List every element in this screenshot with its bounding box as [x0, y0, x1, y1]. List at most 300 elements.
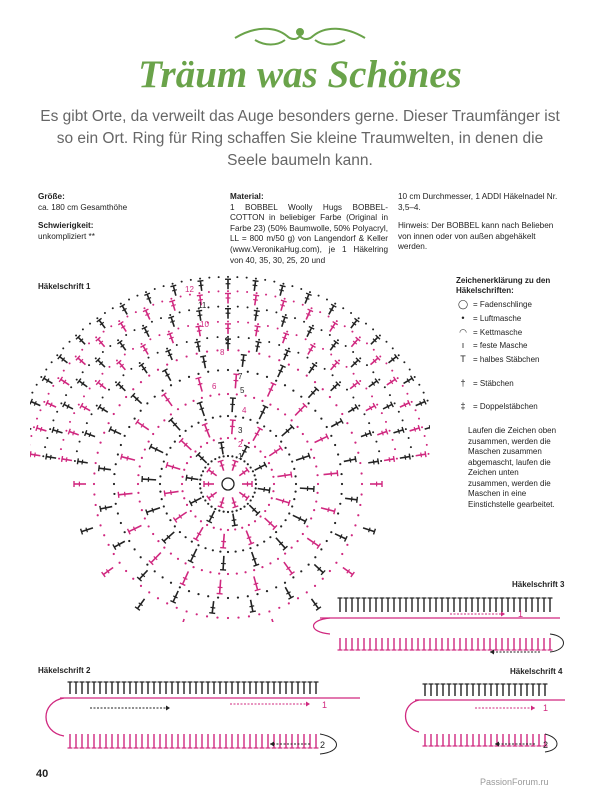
stitch-mark [242, 734, 247, 748]
chain-dot [275, 586, 277, 588]
stitch-mark [169, 300, 175, 310]
chain-dot [197, 593, 199, 595]
stitch-mark [58, 354, 68, 363]
chain-dot [115, 381, 117, 383]
chain-dot [93, 483, 95, 485]
chain-dot [235, 550, 237, 552]
stitch-mark [362, 598, 367, 612]
chain-dot [220, 528, 222, 530]
chain-dot [170, 552, 172, 554]
chain-dot [117, 512, 119, 514]
chain-dot [43, 401, 45, 403]
chain-dot [403, 361, 405, 363]
chain-dot [148, 374, 150, 376]
chain-dot [134, 329, 136, 331]
chain-dot [115, 503, 117, 505]
stitch-mark [368, 458, 378, 464]
chain-dot [181, 281, 183, 283]
stitch-mark [92, 682, 97, 694]
stitch-mark [331, 382, 340, 391]
stitch-mark [260, 734, 265, 748]
stitch-mark [279, 285, 285, 295]
chain-dot [326, 298, 328, 300]
chain-dot [110, 325, 112, 327]
chain-dot [210, 506, 212, 508]
stitch-mark [282, 425, 294, 437]
info-column-middle [230, 192, 388, 266]
stitch-mark [483, 684, 488, 696]
stitch-mark [494, 638, 499, 650]
chain-dot [170, 298, 172, 300]
chain-dot [73, 412, 75, 414]
chain-dot [237, 616, 239, 618]
chart-label-2: Häkelschrift 2 [38, 666, 91, 675]
chain-dot [120, 444, 122, 446]
chain-dot [208, 291, 210, 293]
chain-dot [329, 570, 331, 572]
stitch-mark [225, 309, 231, 319]
stitch-mark [197, 402, 204, 416]
stitch-mark [284, 350, 291, 360]
stitch-mark [206, 682, 211, 694]
stitch-mark [158, 734, 163, 748]
chain-dot [217, 336, 219, 338]
chain-dot [288, 348, 290, 350]
chain-dot [102, 351, 104, 353]
chain-dot [354, 441, 356, 443]
chain-dot [342, 307, 344, 309]
chain-dot [113, 473, 115, 475]
chain-dot [76, 450, 78, 452]
stitch-mark [351, 318, 359, 328]
chain-dot [249, 547, 251, 549]
chain-dot [206, 524, 208, 526]
stitch-mark [410, 638, 415, 650]
chain-dot [312, 325, 314, 327]
chain-dot [426, 444, 428, 446]
chain-dot [197, 544, 199, 546]
chain-dot [113, 483, 115, 485]
chain-dot [326, 426, 328, 428]
stitch-mark [309, 363, 317, 373]
chain-dot [273, 281, 275, 283]
stitch-mark [116, 382, 125, 391]
chain-dot [308, 402, 310, 404]
chain-dot [244, 395, 246, 397]
stitch-mark [218, 460, 225, 470]
stitch-mark [59, 377, 69, 385]
chain-dot [99, 524, 101, 526]
chain-dot [69, 421, 71, 423]
stitch-mark [465, 734, 470, 746]
chain-dot [292, 390, 294, 392]
chain-dot [190, 279, 192, 281]
chain-dot [179, 531, 181, 533]
chain-dot [359, 462, 361, 464]
stitch-mark [76, 335, 85, 344]
chain-dot [52, 419, 54, 421]
chain-dot [227, 369, 229, 371]
chain-dot [297, 352, 299, 354]
chain-dot [253, 569, 255, 571]
chain-dot [291, 419, 293, 421]
chain-dot [316, 492, 318, 494]
chain-dot [148, 525, 150, 527]
chain-dot [268, 355, 270, 357]
chain-dot [95, 380, 97, 382]
stitch-mark [513, 684, 518, 696]
chain-dot [93, 493, 95, 495]
chain-dot [88, 342, 90, 344]
stitch-mark [537, 734, 542, 746]
chain-dot [236, 572, 238, 574]
info-column-left [38, 192, 198, 242]
chain-dot [346, 544, 348, 546]
chain-dot [176, 359, 178, 361]
stitch-mark [202, 423, 210, 437]
chain-dot [411, 401, 413, 403]
legend [456, 276, 586, 509]
stitch-mark [149, 444, 163, 453]
stitch-mark [207, 492, 217, 500]
chain-dot [199, 479, 201, 481]
chain-dot [227, 511, 229, 513]
chart-label-1: Häkelschrift 1 [38, 282, 91, 291]
stitch-mark [543, 684, 548, 696]
stitch-mark [452, 598, 457, 612]
stitch-mark [331, 360, 340, 370]
stitch-mark [168, 316, 175, 326]
chain-dot [154, 288, 156, 290]
chain-dot [227, 305, 229, 307]
chain-dot [284, 447, 286, 449]
chain-dot [372, 371, 374, 373]
stitch-mark [230, 682, 235, 694]
stitch-mark [225, 279, 231, 289]
stitch-mark [548, 638, 553, 650]
stitch-mark [446, 638, 451, 650]
crochet-chart-1 [30, 272, 430, 622]
chain-dot [371, 395, 373, 397]
chain-dot [379, 355, 381, 357]
chain-dot [254, 446, 256, 448]
stitch-mark [446, 598, 451, 612]
stitch-mark [68, 429, 78, 436]
stitch-mark [259, 405, 268, 419]
stitch-mark [410, 425, 420, 431]
chain-dot [346, 422, 348, 424]
chain-dot [216, 349, 218, 351]
stitch-mark [254, 682, 259, 694]
stitch-mark [173, 512, 186, 522]
chain-dot [125, 570, 127, 572]
chain-dot [256, 544, 258, 546]
chain-dot [394, 448, 396, 450]
chain-dot [83, 395, 85, 397]
chain-dot [256, 593, 258, 595]
chain-dot [350, 312, 352, 314]
stitch-mark [63, 402, 73, 409]
chain-dot [334, 444, 336, 446]
chain-dot [109, 345, 111, 347]
dc-icon: † [460, 378, 466, 388]
stitch-mark [453, 684, 458, 696]
stitch-mark [284, 734, 289, 748]
chain-dot [278, 344, 280, 346]
stitch-mark [232, 497, 239, 507]
chain-dot [149, 338, 151, 340]
chain-dot [206, 351, 208, 353]
chain-dot [252, 470, 254, 472]
chain-dot [385, 421, 387, 423]
schwierigkeit-value: unkompliziert ** [38, 231, 95, 241]
legend-item-label: = Doppelstäbchen [473, 401, 538, 411]
stitch-mark [189, 498, 201, 506]
chain-dot [291, 285, 293, 287]
stitch-mark [488, 638, 493, 650]
stitch-mark [278, 734, 283, 748]
stitch-mark [120, 304, 128, 314]
chain-dot [391, 370, 393, 372]
chain-dot [272, 490, 274, 492]
chain-dot [97, 452, 99, 454]
chain-dot [258, 339, 260, 341]
chain-dot [292, 576, 294, 578]
chain-dot [137, 483, 139, 485]
chain-dot [161, 468, 163, 470]
round-number: 6 [212, 382, 217, 391]
chain-dot [268, 341, 270, 343]
chain-dot [339, 463, 341, 465]
stitch-mark [255, 341, 261, 351]
chain-dot [160, 317, 162, 319]
chain-dot [227, 551, 229, 553]
chain-dot [328, 315, 330, 317]
stitch-mark [167, 333, 174, 343]
chain-dot [210, 460, 212, 462]
stitch-mark [453, 734, 458, 746]
stitch-mark [482, 638, 487, 650]
chain-dot [284, 552, 286, 554]
stitch-mark [188, 549, 197, 563]
chain-dot [191, 540, 193, 542]
groesse-value: ca. 180 cm Gesamthöhe [38, 202, 128, 212]
chain-dot [96, 317, 98, 319]
stitch-mark [188, 682, 193, 694]
chain-dot [339, 381, 341, 383]
stitch-mark [86, 734, 91, 748]
chain-dot [191, 425, 193, 427]
chain-dot [248, 442, 250, 444]
stitch-mark [536, 638, 541, 650]
chain-dot [102, 396, 104, 398]
chain-dot [141, 509, 143, 511]
stitch-mark [276, 499, 290, 506]
chain-dot [31, 392, 33, 394]
chain-dot [69, 341, 71, 343]
chain-dot [316, 474, 318, 476]
chain-dot [192, 566, 194, 568]
stitch-mark [255, 462, 267, 470]
half-dc-icon: T [460, 354, 466, 364]
stitch-mark [300, 486, 314, 492]
stitch-mark [230, 734, 235, 748]
stitch-mark [272, 619, 279, 622]
chain-dot [159, 491, 161, 493]
stitch-mark [362, 638, 367, 650]
chain-dot [204, 547, 206, 549]
chain-dot [409, 369, 411, 371]
chain-dot [385, 341, 387, 343]
chain-dot [227, 597, 229, 599]
chain-dot [159, 475, 161, 477]
chain-dot [157, 540, 159, 542]
stitch-mark [268, 383, 277, 397]
chain-dot [218, 572, 220, 574]
chain-dot [243, 506, 245, 508]
stitch-mark [200, 356, 206, 368]
chain-dot [359, 504, 361, 506]
chain-dot [341, 413, 343, 415]
chain-dot [218, 510, 220, 512]
stitch-mark [139, 363, 147, 373]
stitch-mark [135, 599, 144, 610]
stitch-mark [242, 481, 252, 487]
stitch-mark [218, 734, 223, 748]
chain-dot [116, 359, 118, 361]
chain-dot [219, 550, 221, 552]
chain-dot [186, 462, 188, 464]
stitch-mark [370, 481, 382, 487]
row-number: 1 [543, 703, 549, 713]
stitch-mark [99, 465, 111, 471]
stitch-mark [170, 682, 175, 694]
round-number: 9 [225, 336, 230, 345]
chain-dot [197, 323, 199, 325]
chain-dot [269, 404, 271, 406]
chain-dot [157, 597, 159, 599]
chain-dot [208, 277, 210, 279]
chain-dot [269, 536, 271, 538]
chain-dot [162, 576, 164, 578]
chain-dot [214, 508, 216, 510]
stitch-mark [351, 337, 360, 347]
stitch-mark [220, 534, 226, 548]
chain-dot [96, 405, 98, 407]
chain-dot [357, 514, 359, 516]
stitch-mark [196, 452, 207, 463]
stitch-mark [542, 638, 547, 650]
chain-dot [152, 533, 154, 535]
stitch-mark [128, 526, 142, 535]
stitch-mark [76, 356, 85, 365]
chain-dot [82, 371, 84, 373]
chain-dot [286, 331, 288, 333]
stitch-mark [254, 576, 261, 590]
stitch-mark [236, 682, 241, 694]
stitch-mark [476, 638, 481, 650]
chain-dot [300, 570, 302, 572]
chain-dot [246, 277, 248, 279]
chain-dot [166, 348, 168, 350]
chain-dot [103, 432, 105, 434]
chain-dot [234, 528, 236, 530]
stitch-mark [134, 734, 139, 748]
chain-dot [378, 450, 380, 452]
chain-dot [392, 347, 394, 349]
chain-dot [140, 410, 142, 412]
chain-dot [181, 476, 183, 478]
stitch-mark [110, 682, 115, 694]
chain-dot [236, 393, 238, 395]
chain-dot [398, 411, 400, 413]
chain-dot [176, 344, 178, 346]
chain-dot [204, 466, 206, 468]
stitch-mark [232, 514, 238, 526]
chain-dot [259, 515, 261, 517]
chain-dot [166, 364, 168, 366]
round-number: 1 [238, 452, 243, 461]
stitch-mark [68, 682, 73, 694]
chain-dot [389, 394, 391, 396]
chain-dot [174, 525, 176, 527]
stitch-mark [236, 734, 241, 748]
chain-dot [197, 373, 199, 375]
stitch-mark [249, 600, 255, 612]
chain-dot [341, 553, 343, 555]
stitch-mark [447, 684, 452, 696]
stitch-mark [152, 734, 157, 748]
chain-dot [247, 595, 249, 597]
chain-dot [428, 453, 430, 455]
chain-dot [146, 564, 148, 566]
chain-dot [180, 295, 182, 297]
chain-dot [257, 323, 259, 325]
stitch-mark [369, 379, 379, 387]
chain-dot [410, 446, 412, 448]
chain-dot [166, 453, 168, 455]
chain-dot [236, 510, 238, 512]
material-text: 1 BOBBEL Woolly Hugs BOBBEL-COTTON in beliebiger Farbe (Original in Farbe 23) (50% Baumwolle, 50% Polyacryl, LL = 800 m/50 g) von Langendorf & Keller (www.VeronikaHug.com), je 1 Häkelring von 40, 35, 30, 25, 20 und [230, 202, 388, 265]
chain-dot [46, 437, 48, 439]
stitch-mark [423, 684, 428, 696]
stitch-mark [308, 734, 313, 748]
chain-dot [351, 534, 353, 536]
chain-dot [135, 311, 137, 313]
chain-dot [293, 301, 295, 303]
info-column-right [398, 192, 566, 253]
chain-dot [365, 323, 367, 325]
chain-dot [75, 355, 77, 357]
chain-dot [288, 364, 290, 366]
chain-dot [227, 276, 229, 278]
chain-dot [288, 453, 290, 455]
chain-dot [275, 531, 277, 533]
chain-dot [334, 303, 336, 305]
stitch-mark [482, 598, 487, 612]
bar-icon: ı [461, 340, 465, 350]
arc-icon: ◠ [459, 326, 467, 337]
stitch-mark [142, 326, 149, 336]
chain-dot [359, 357, 361, 359]
chain-dot [302, 304, 304, 306]
stitch-mark [428, 638, 433, 650]
chain-dot [140, 381, 142, 383]
chain-dot [206, 337, 208, 339]
stitch-mark [194, 734, 199, 748]
stitch-mark [254, 310, 260, 320]
stitch-mark [307, 326, 314, 336]
